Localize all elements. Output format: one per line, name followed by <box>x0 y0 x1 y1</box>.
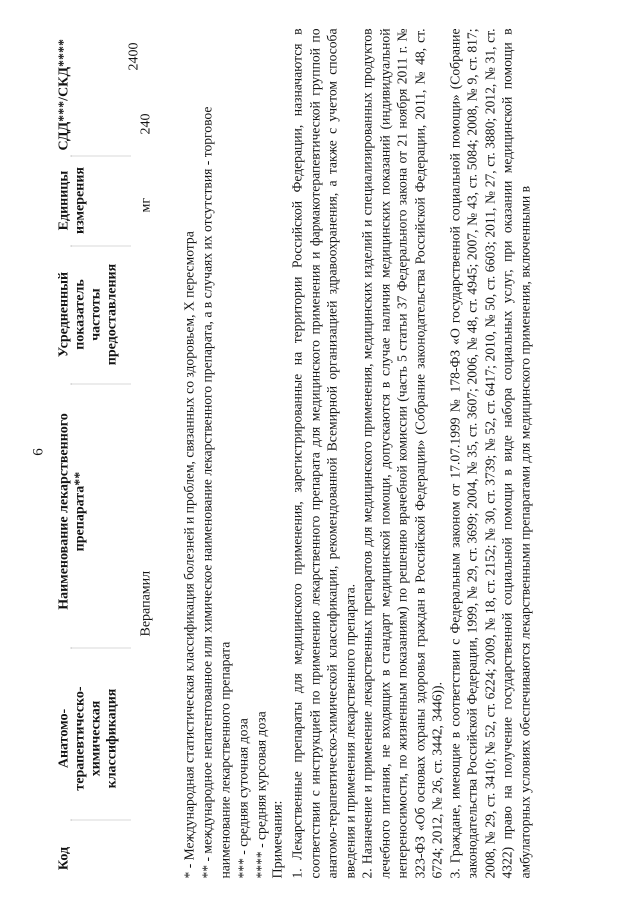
header-unit: Единицы измерения <box>56 167 88 234</box>
note-paragraph: 3. Граждане, имеющие в соответствии с Федеральным законом от 17.07.1999 № 178-ФЗ «О государственной социальной помощи» (Собрание законодательства Российской Федерации, 1999, № 29, ст. 3699; 2004, № 35, ст. 3607; 2006, № 48, ст. 4945; 2007, № 43, ст. 5084; 2008, № 9, ст. 817; 2008, № 29, ст. 3410; № 52, ст. 6224; 2009, № 18, ст. 2152; № 30, ст. 3739; № 52, ст. 6417; 2010, № 50, ст. 6603; 2011, № 27, ст. 3880; 2012, № 31, ст. 4322) право на получение государственной социальной помощи в виде набора социальных услуг, при оказании медицинской помощи в амбулаторных условиях обеспечиваются лекарственными препаратами для медицинского применения, включенными в <box>447 28 532 879</box>
sdd-cell: 240 <box>138 113 154 135</box>
drug-name-cell: Верапамил <box>138 570 154 637</box>
column-divider <box>71 384 131 385</box>
footnote: * - Международная статистическая классификация болезней и проблем, связанных со здоровьем, X пересмотра <box>181 231 197 879</box>
notes-block <box>289 29 534 879</box>
footnotes <box>181 29 271 879</box>
column-divider <box>71 156 131 157</box>
skd-cell: 2400 <box>126 42 142 71</box>
footnote: *** - средняя суточная доза <box>235 718 251 879</box>
header-sdd-skd: СДД***/СКД**** <box>56 39 72 151</box>
header-code: Код <box>56 846 72 871</box>
footnote: ** - международное непатентованное или химическое наименование лекарственного препарата, а в случаях их отсутствия - торговое наименование лекарственного препарата <box>199 106 233 879</box>
column-divider <box>71 246 131 247</box>
header-drug-name: Наименование лекарственного препарата** <box>56 413 88 610</box>
rotated-page <box>1 0 640 905</box>
column-divider <box>71 648 131 649</box>
header-frequency: Усредненный показатель частоты предоставления <box>56 263 120 366</box>
footnote: **** - средняя курсовая доза <box>253 711 269 879</box>
note-paragraph: 1. Лекарственные препараты для медицинского применения, зарегистрированные на территории Российской Федерации, назначаются в соответствии с инструкцией по применению лекарственного препарата для медицинского применения и фармакотерапевтической группой по анатомо-терапевтическо-химической классификации, рекомендованной Всемирной организацией здравоохранения, а также с учетом способа введения и применения лекарственного препарата. <box>289 28 357 879</box>
note-paragraph: 2. Назначение и применение лекарственных препаратов для медицинского применения, медицинских изделий и специализированных продуктов лечебного питания, не входящих в стандарт медицинской помощи, допускаются в случае наличия медицинских показаний (индивидуальной непереносимости, по жизненным показаниям) по решению врачебной комиссии (часть 5 статьи 37 Федерального закона от 21 ноября 2011 г. № 323-ФЗ «Об основах охраны здоровья граждан в Российской Федерации» (Собрание законодательства Российской Федерации, 2011, № 48, ст. 6724; 2012, № 26, ст. 3442, 3446)). <box>359 28 445 879</box>
notes-title: Примечания: <box>270 800 286 879</box>
header-atc: Анатомо- терапевтическо- химическая классификация <box>56 686 120 791</box>
unit-cell: мг <box>138 197 154 213</box>
page-number: 6 <box>30 448 47 456</box>
column-divider <box>71 820 131 821</box>
